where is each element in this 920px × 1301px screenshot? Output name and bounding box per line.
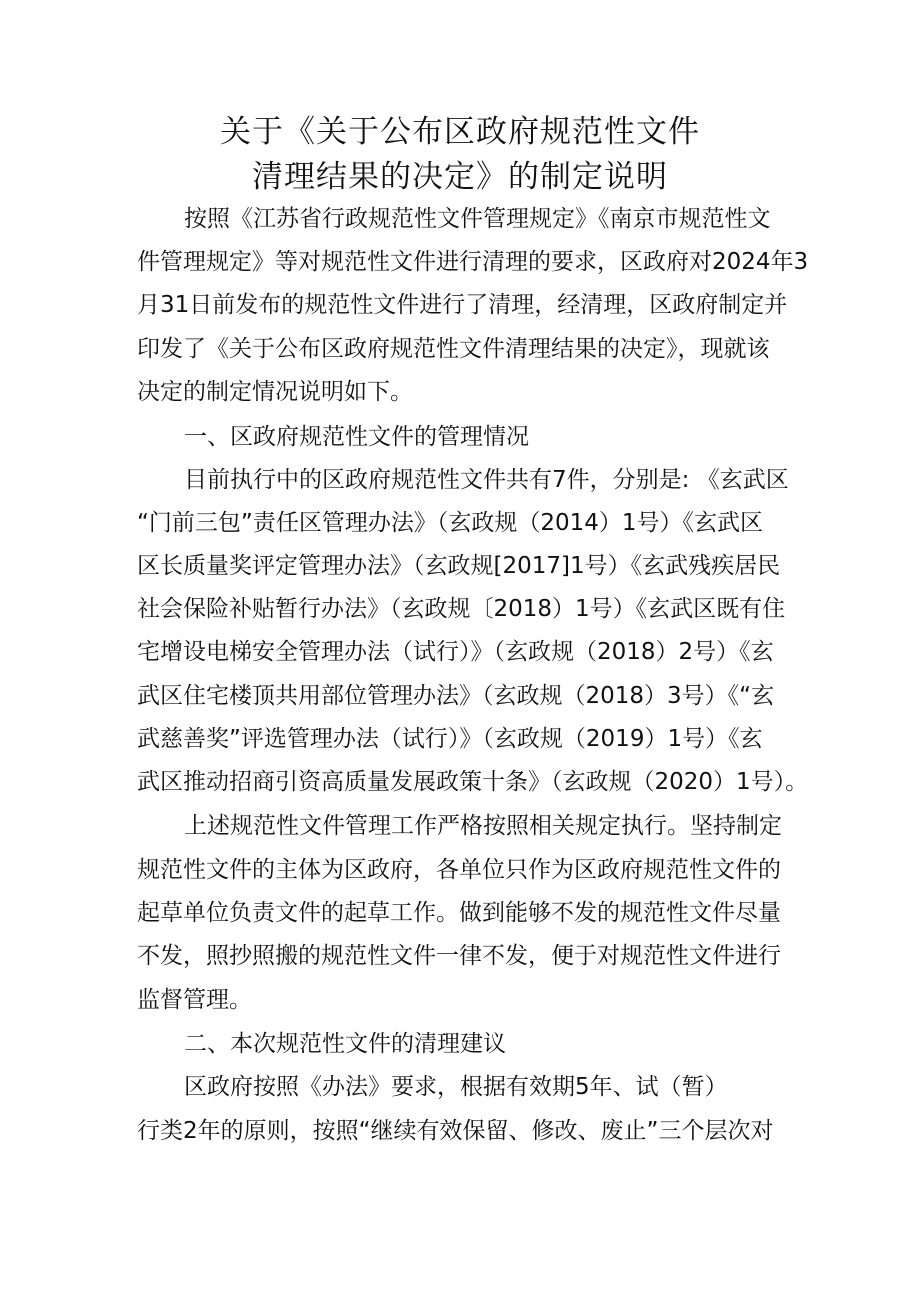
paragraph-line: 社会保险补贴暂行办法》（玄政规〔2018）1号）《玄武区既有住 xyxy=(137,596,786,622)
paragraph-line: 武区住宅楼顶共用部位管理办法》（玄政规（2018）3号）《“玄 xyxy=(137,683,775,709)
document-title-line-1: 关于《关于公布区政府规范性文件 xyxy=(220,114,700,150)
paragraph-line: 起草单位负责文件的起草工作。做到能够不发的规范性文件尽量 xyxy=(137,900,781,926)
paragraph-line: 不发，照抄照搬的规范性文件一律不发，便于对规范性文件进行 xyxy=(137,943,781,969)
paragraph-line: 监督管理。 xyxy=(137,987,252,1013)
paragraph-line: 区长质量奖评定管理办法》（玄政规[2017]1号）《玄武残疾居民 xyxy=(137,553,781,579)
paragraph-line: 宅增设电梯安全管理办法（试行）》（玄政规（2018）2号）《玄 xyxy=(137,639,774,665)
paragraph-line: 上述规范性文件管理工作严格按照相关规定执行。坚持制定 xyxy=(184,813,782,839)
paragraph-line: 月31日前发布的规范性文件进行了清理，经清理，区政府制定并 xyxy=(137,292,788,318)
paragraph-line: 按照《江苏省行政规范性文件管理规定》《南京市规范性文 xyxy=(184,206,771,232)
section-heading: 二、本次规范性文件的清理建议 xyxy=(184,1031,506,1057)
paragraph-line: 件管理规定》等对规范性文件进行清理的要求，区政府对2024年3 xyxy=(137,249,809,275)
paragraph-line: 决定的制定情况说明如下。 xyxy=(137,379,413,405)
paragraph-line: “门前三包”责任区管理办法》（玄政规（2014）1号）《玄武区 xyxy=(137,510,763,536)
paragraph-line: 区政府按照《办法》要求，根据有效期5年、试（暂） xyxy=(184,1074,728,1100)
section-heading: 一、区政府规范性文件的管理情况 xyxy=(184,424,529,450)
paragraph-line: 武区推动招商引资高质量发展政策十条》（玄政规（2020）1号）。 xyxy=(137,769,809,795)
paragraph-line: 目前执行中的区政府规范性文件共有7件，分别是: 《玄武区 xyxy=(184,467,789,493)
document-title-line-2: 清理结果的决定》的制定说明 xyxy=(252,159,668,195)
paragraph-line: 武慈善奖”评选管理办法（试行）》（玄政规（2019）1号）《玄 xyxy=(137,726,763,752)
paragraph-line: 印发了《关于公布区政府规范性文件清理结果的决定》，现就该 xyxy=(137,336,770,362)
paragraph-line: 规范性文件的主体为区政府，各单位只作为区政府规范性文件的 xyxy=(137,857,781,883)
paragraph-line: 行类2年的原则，按照“继续有效保留、修改、废止”三个层次对 xyxy=(137,1118,774,1144)
